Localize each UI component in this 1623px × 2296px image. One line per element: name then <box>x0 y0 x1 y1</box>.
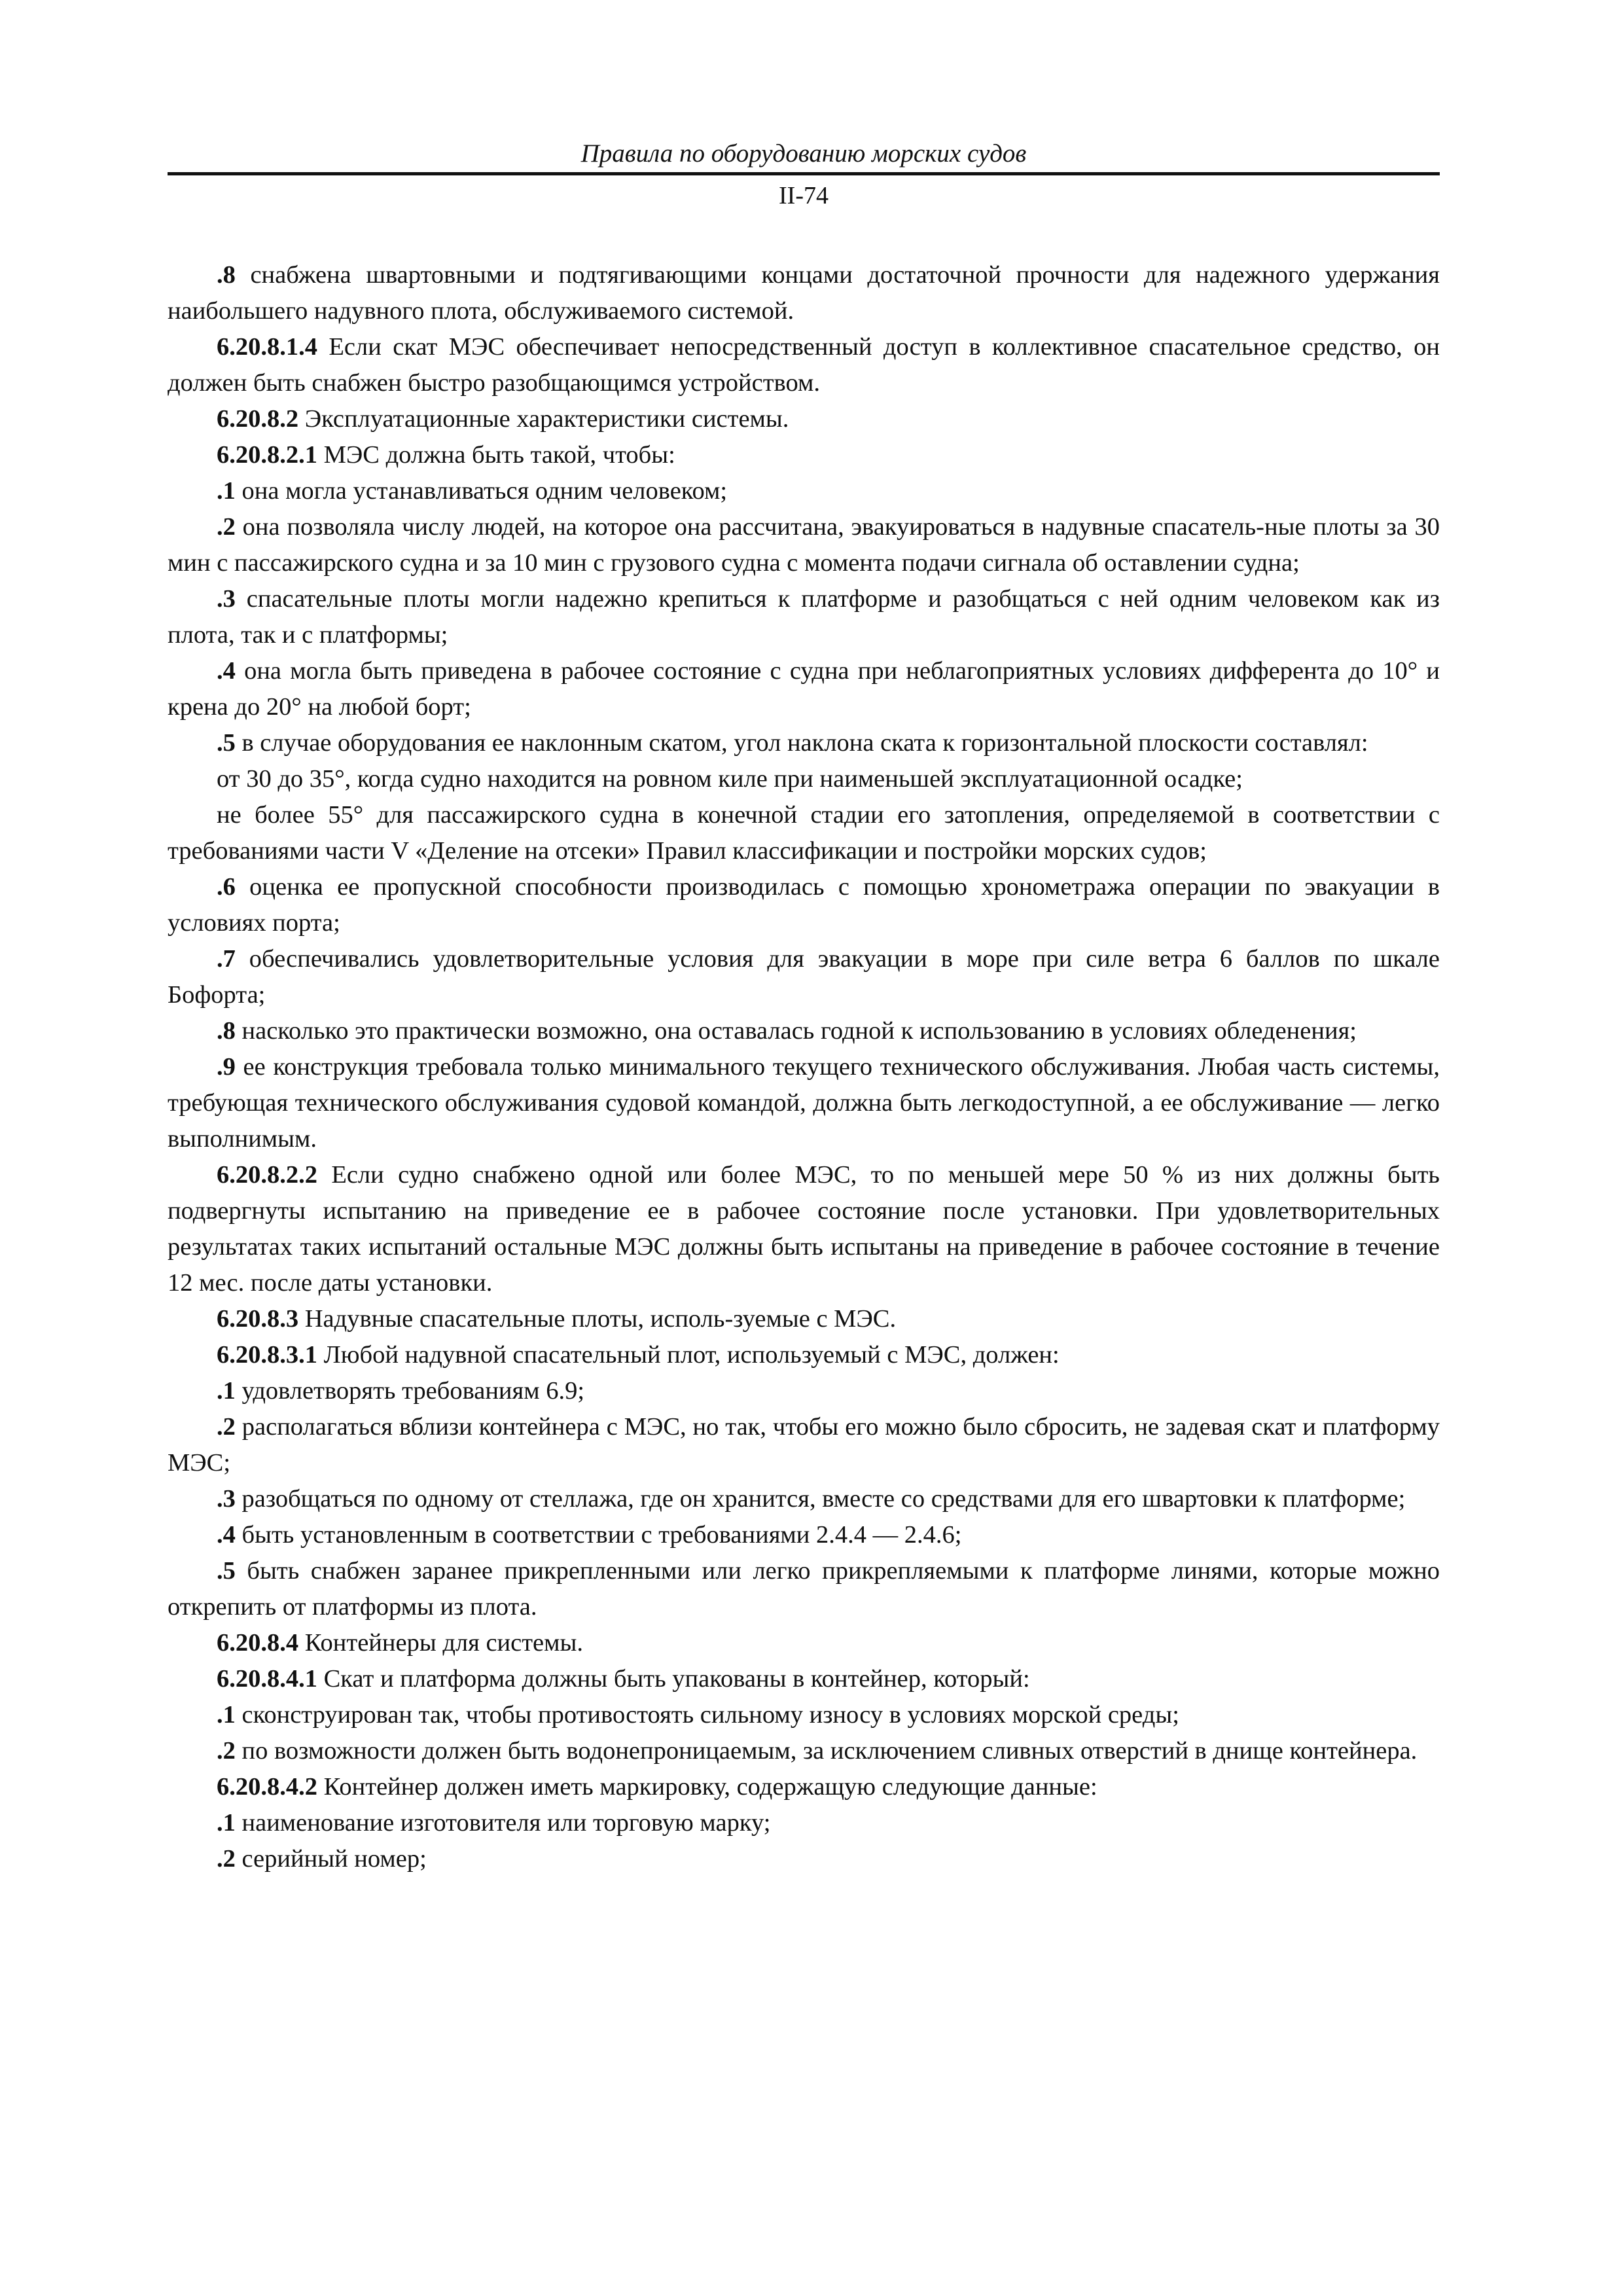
clause-number: .6 <box>217 873 236 901</box>
paragraph <box>168 1301 1440 1337</box>
paragraph-text: обеспечивались удовлетворительные условия для эвакуации в море при силе ветра 6 баллов по шкале Бофорта; <box>168 945 1440 1009</box>
paragraph-text: Скат и платформа должны быть упакованы в контейнер, который: <box>317 1665 1030 1693</box>
paragraph <box>168 1517 1440 1553</box>
paragraph-text: в случае оборудования ее наклонным скатом, угол наклона ската к горизонтальной плоскости составлял: <box>235 729 1368 757</box>
paragraph-text: оценка ее пропускной способности производилась с помощью хронометража операции по эвакуации в условиях порта; <box>168 873 1440 937</box>
paragraph-text: быть установленным в соответствии с требованиями 2.4.4 — 2.4.6; <box>235 1521 962 1549</box>
clause-number: 6.20.8.2.2 <box>217 1161 317 1189</box>
clause-number: 6.20.8.3.1 <box>217 1341 317 1369</box>
clause-number: .1 <box>217 1809 236 1837</box>
paragraph-text: спасательные плоты могли надежно крепиться к платформе и разобщаться с ней одним человеком как из плота, так и с платформы; <box>168 585 1440 649</box>
clause-number: .2 <box>217 1737 236 1765</box>
document-body <box>168 257 1440 1877</box>
clause-number: .9 <box>217 1053 236 1081</box>
paragraph <box>168 509 1440 581</box>
paragraph-text: Контейнер должен иметь маркировку, содержащую следующие данные: <box>317 1773 1097 1801</box>
paragraph-text: сконструирован так, чтобы противостоять сильному износу в условиях морской среды; <box>235 1701 1179 1729</box>
paragraph <box>168 653 1440 725</box>
clause-number: .5 <box>217 1557 236 1585</box>
clause-number: .1 <box>217 1377 236 1405</box>
paragraph-text: она позволяла числу людей, на которое она рассчитана, эвакуироваться в надувные спасатель-ные плоты за 30 мин с пассажирского судна и за 10 мин с грузового судна с момента подачи сигнала об оставлении судна; <box>168 513 1440 577</box>
paragraph <box>168 941 1440 1013</box>
paragraph <box>168 329 1440 401</box>
paragraph-text: быть снабжен заранее прикрепленными или легко прикрепляемыми к платформе линями, которые можно открепить от платформы из плота. <box>168 1557 1440 1621</box>
paragraph <box>168 725 1440 761</box>
paragraph <box>168 437 1440 473</box>
paragraph-text: Любой надувной спасательный плот, используемый с МЭС, должен: <box>317 1341 1060 1369</box>
paragraph <box>168 1733 1440 1769</box>
paragraph <box>168 401 1440 437</box>
paragraph-text: Если скат МЭС обеспечивает непосредственный доступ в коллективное спасательное средство, он должен быть снабжен быстро разобщающимся устройством. <box>168 333 1440 397</box>
clause-number: .2 <box>217 1845 236 1873</box>
paragraph-text: располагаться вблизи контейнера с МЭС, но так, чтобы его можно было сбросить, не задевая скат и платформу МЭС; <box>168 1413 1440 1477</box>
paragraph <box>168 1805 1440 1841</box>
paragraph <box>168 1409 1440 1481</box>
clause-number: .4 <box>217 657 236 685</box>
clause-number: .5 <box>217 729 236 757</box>
paragraph-text: Надувные спасательные плоты, исполь-зуемые с МЭС. <box>298 1305 897 1333</box>
clause-number: .8 <box>217 261 236 289</box>
paragraph <box>168 1769 1440 1805</box>
clause-number: 6.20.8.4.1 <box>217 1665 317 1693</box>
paragraph-text: МЭС должна быть такой, чтобы: <box>317 441 675 469</box>
paragraph-text: снабжена швартовными и подтягивающими концами достаточной прочности для надежного удержания наибольшего надувного плота, обслуживаемого системой. <box>168 261 1440 325</box>
clause-number: 6.20.8.2 <box>217 405 299 433</box>
paragraph <box>168 581 1440 653</box>
paragraph <box>168 1697 1440 1733</box>
clause-number: .3 <box>217 585 236 613</box>
paragraph <box>168 869 1440 941</box>
paragraph <box>168 1553 1440 1625</box>
paragraph <box>168 1841 1440 1877</box>
paragraph <box>168 1373 1440 1409</box>
paragraph <box>168 257 1440 329</box>
paragraph-text: она могла быть приведена в рабочее состояние с судна при неблагоприятных условиях дифферента до 10° и крена до 20° на любой борт; <box>168 657 1440 721</box>
paragraph <box>168 1337 1440 1373</box>
clause-number: .8 <box>217 1017 236 1045</box>
paragraph <box>168 1049 1440 1157</box>
clause-number: 6.20.8.4 <box>217 1629 299 1657</box>
clause-number: .3 <box>217 1485 236 1513</box>
paragraph-text: по возможности должен быть водонепроницаемым, за исключением сливных отверстий в днище контейнера. <box>235 1737 1418 1765</box>
paragraph-text: ее конструкция требовала только минимального текущего технического обслуживания. Любая часть системы, требующая технического обслуживания судовой командой, должна быть легкодоступной, а ее обслуживание — легко выполнимым. <box>168 1053 1440 1153</box>
paragraph-text: Эксплуатационные характеристики системы. <box>298 405 789 433</box>
clause-number: .2 <box>217 1413 236 1441</box>
paragraph-text: от 30 до 35°, когда судно находится на ровном киле при наименьшей эксплуатационной осадке; <box>217 765 1243 793</box>
paragraph-text: насколько это практически возможно, она оставалась годной к использованию в условиях обледенения; <box>235 1017 1357 1045</box>
paragraph-text: она могла устанавливаться одним человеком; <box>235 477 728 505</box>
paragraph-text: наименование изготовителя или торговую марку; <box>235 1809 771 1837</box>
paragraph-text: Контейнеры для системы. <box>298 1629 583 1657</box>
clause-number: 6.20.8.2.1 <box>217 441 317 469</box>
paragraph <box>168 1625 1440 1661</box>
paragraph <box>168 1661 1440 1697</box>
header-rule <box>168 172 1440 175</box>
clause-number: 6.20.8.4.2 <box>217 1773 317 1801</box>
clause-number: .4 <box>217 1521 236 1549</box>
paragraph <box>168 1481 1440 1517</box>
clause-number: .1 <box>217 477 236 505</box>
paragraph <box>168 761 1440 797</box>
running-header-title: Правила по оборудованию морских судов <box>580 139 1027 168</box>
paragraph <box>168 797 1440 869</box>
clause-number: 6.20.8.1.4 <box>217 333 317 361</box>
paragraph-text: удовлетворять требованиям 6.9; <box>235 1377 585 1405</box>
paragraph-text: разобщаться по одному от стеллажа, где он хранится, вместе со средствами для его швартовки к платформе; <box>235 1485 1406 1513</box>
clause-number: 6.20.8.3 <box>217 1305 299 1333</box>
page-number: II-74 <box>779 182 829 209</box>
paragraph <box>168 1157 1440 1301</box>
paragraph-text: серийный номер; <box>235 1845 427 1873</box>
clause-number: .1 <box>217 1701 236 1729</box>
paragraph-text: не более 55° для пассажирского судна в конечной стадии его затопления, определяемой в соответствии с требованиями части V «Деление на отсеки» Правил классификации и постройки морских судов; <box>168 801 1440 865</box>
paragraph <box>168 473 1440 509</box>
paragraph <box>168 1013 1440 1049</box>
clause-number: .2 <box>217 513 236 541</box>
clause-number: .7 <box>217 945 236 973</box>
paragraph-text: Если судно снабжено одной или более МЭС, то по меньшей мере 50 % из них должны быть подвергнуты испытанию на приведение ее в рабочее состояние после установки. При удовлетворительных результатах таких испытаний остальные МЭС должны быть испытаны на приведение в рабочее состояние в течение 12 мес. после даты установки. <box>168 1161 1440 1297</box>
